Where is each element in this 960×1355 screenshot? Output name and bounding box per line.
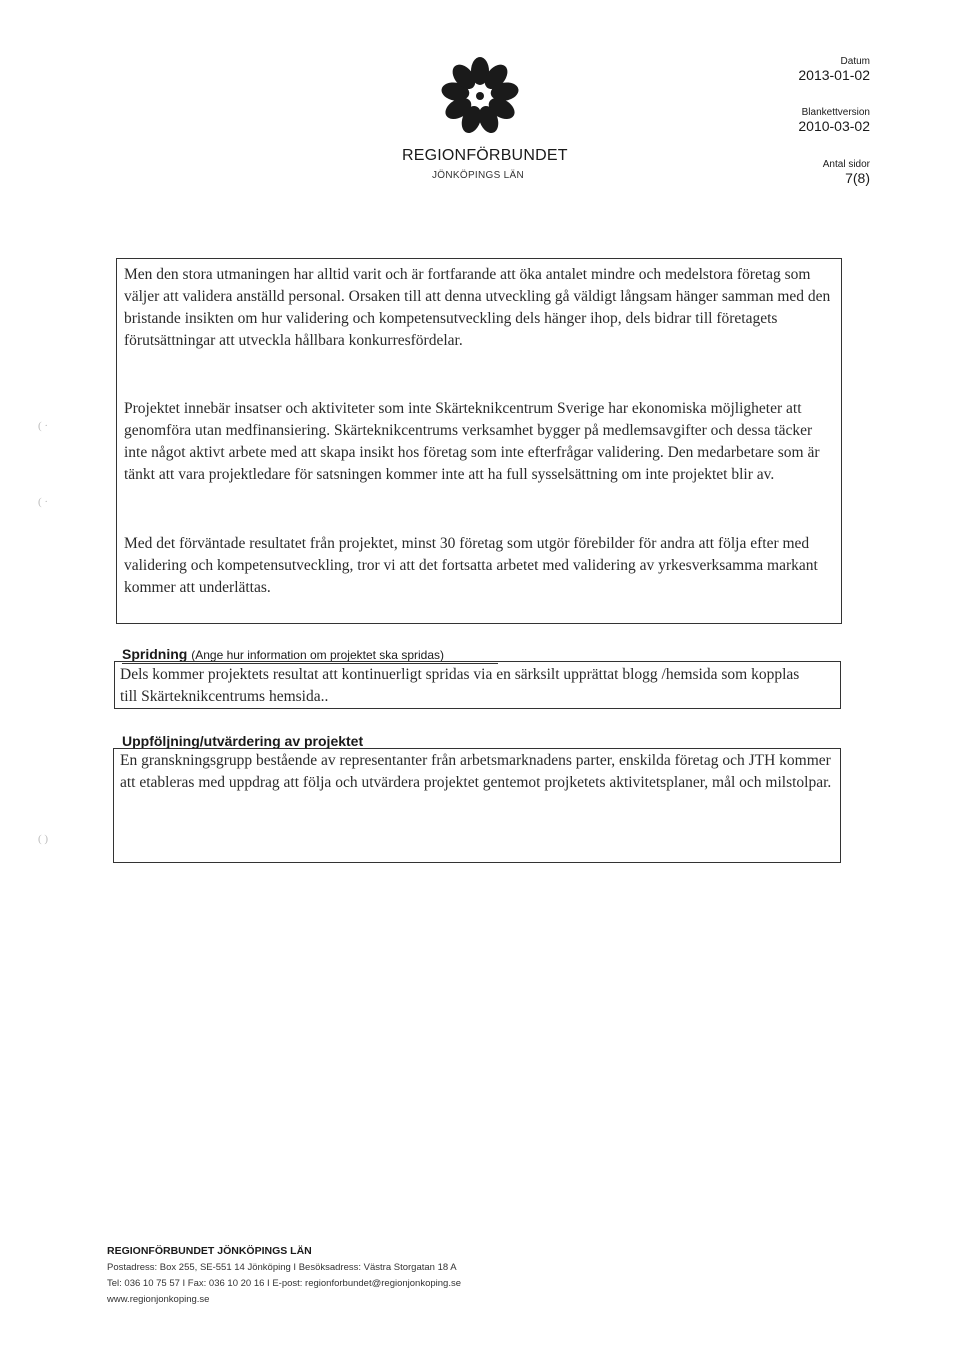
footer-contact: Tel: 036 10 75 57 I Fax: 036 10 20 16 I E-post: regionforbundet@regionjonkoping.se [107, 1278, 461, 1289]
version-label: Blankettversion [801, 107, 870, 118]
body-paragraph-3: Med det förväntade resultatet från projektet, minst 30 företag som utgör förebilder för andra att följa efter med validering och kompetensutveckling, tror vi att det fortsatta arbetet med validering av yrkesverksamma markant kommer att underlättas. [124, 535, 818, 596]
body-paragraph-2: Projektet innebär insatser och aktiviteter som inte Skärteknikcentrum Sverige har ekonomiska möjligheter att genomföra utan medfinansiering. Skärteknikcentrums verksamhet bygger på medlemsavgifter och dessa täcker inte något aktivt arbete med att skapa insikt hos företag som inte efterfrågar validering. Den medarbetare som är tänkt att vara projektledare för satsningen kommer inte att ha full sysselsättning om inte projektet blir av. [124, 400, 820, 483]
footer-address: Postadress: Box 255, SE-551 14 Jönköping I Besöksadress: Västra Storgatan 18 A [107, 1262, 457, 1273]
date-label: Datum [840, 56, 870, 67]
version-block [798, 107, 870, 134]
footer-website: www.regionjonkoping.se [107, 1294, 210, 1305]
regionforbundet-logo [440, 56, 520, 136]
footer-title: REGIONFÖRBUNDET JÖNKÖPINGS LÄN [107, 1245, 312, 1257]
pages-block [823, 159, 870, 186]
spridning-text: Dels kommer projektets resultat att kontinuerligt spridas via en särksilt upprättat blogg /hemsida som kopplas till Skärteknikcentrums hemsida.. [120, 666, 800, 705]
scan-mark: ( ) [38, 833, 49, 845]
pages-label: Antal sidor [822, 159, 870, 170]
uppfoljning-heading: Uppföljning/utvärdering av projektet [122, 733, 364, 749]
org-name: REGIONFÖRBUNDET [402, 147, 568, 164]
version-value: 2010-03-02 [798, 118, 870, 134]
spridning-heading-row [122, 646, 444, 662]
date-block [798, 56, 870, 83]
pages-value: 7(8) [845, 170, 870, 186]
spridning-note: (Ange hur information om projektet ska spridas) [191, 648, 444, 662]
body-paragraph-1: Men den stora utmaningen har alltid varit och är fortfarande att öka antalet mindre och medelstora företag som väljer att validera anställd personal. Orsaken till att denna utveckling gå väldigt långsam hänger samman med den bristande insikten om hur validering och kompetensutveckling dels hänger ihop, dels bidrar till företagets förutsättningar att utveckla hållbara konkurresfördelar. [124, 266, 831, 349]
spridning-heading: Spridning [122, 646, 188, 662]
uppfoljning-text: En granskningsgrupp bestående av representanter från arbetsmarknadens parter, enskilda företag och JTH kommer att etableras med uppdrag att följa och utvärdera projektet gentemot projketets aktivitetsplaner, mål och milstolpar. [120, 752, 832, 791]
scan-mark: ( · [38, 496, 49, 508]
org-subtitle: JÖNKÖPINGS LÄN [432, 170, 524, 181]
scan-mark: ( · [38, 420, 49, 432]
date-value: 2013-01-02 [798, 67, 870, 83]
